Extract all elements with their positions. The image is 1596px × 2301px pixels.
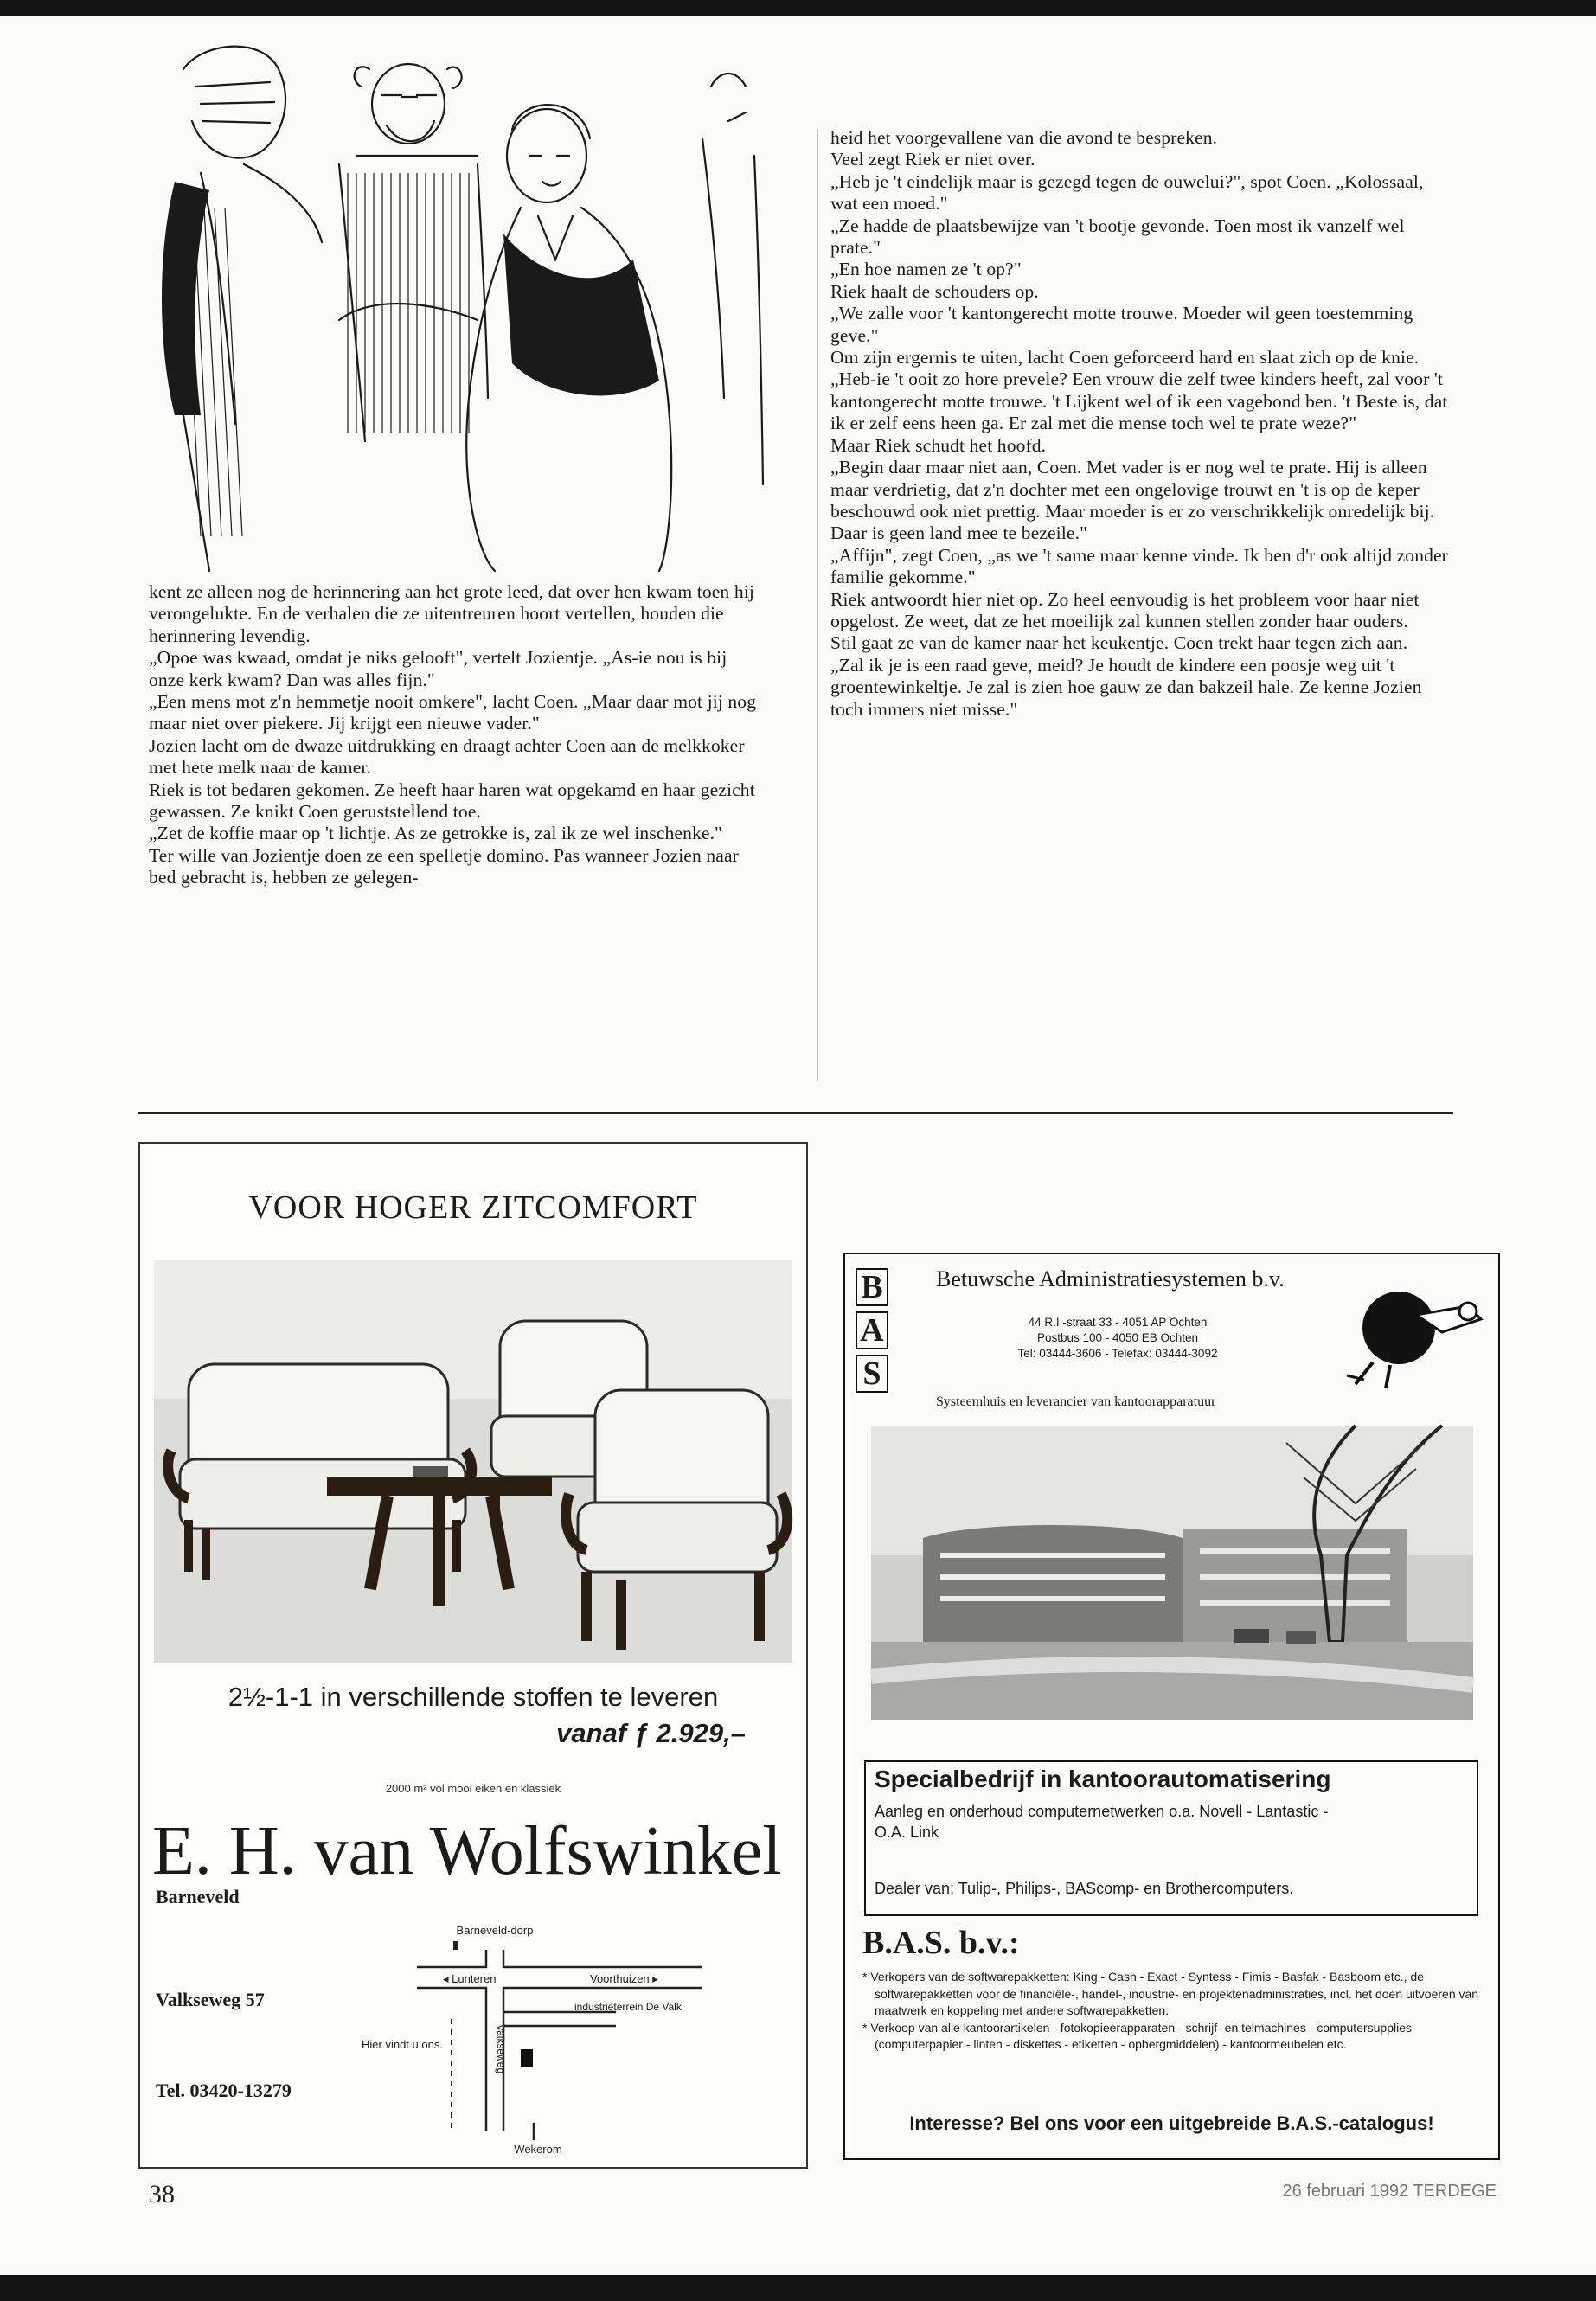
paragraph: „Opoe was kwaad, omdat je niks gelooft", vertelt Jozientje. „As-ie nou is bij onze kerk kwam? Dan was alles fijn." [149,647,727,690]
map-label-left: ◂ Lunteren [443,1972,497,1985]
map-label-bottom: Wekerom [514,2143,562,2156]
paragraph: Veel zegt Riek er niet over. [830,149,1035,170]
showroom-note: 2000 m² vol mooi eiken en klassiek [385,1782,561,1795]
paragraph: Ter wille van Jozientje doen ze een spelletje domino. Pas wanneer Jozien naar bed gebracht is, hebben ze gelegen- [149,844,739,888]
service-bullet: * Verkopers van de softwarepakketten: King - Cash - Exact - Syntess - Fimis - Basfak - Basboom etc., de softwarepakketten voor de financiële-, handel-, industrie- en projektenadministraties, incl. het doen uitvoeren van maatwerk en koppeling met andere softwarepakketten. [862,1970,1479,2017]
logo-letter: A [856,1311,888,1349]
spec-line: Aanleg en onderhoud computernetwerken o.a. Novell - Lantastic - [875,1803,1329,1820]
bas-logo [856,1268,888,1398]
paragraph: Riek is tot bedaren gekomen. Ze heeft haar haren wat opgekamd en haar gezicht gewassen. Ze knikt Coen geruststellend toe. [149,779,755,823]
address-line: Postbus 100 - 4050 EB Ochten [1036,1331,1199,1344]
column-divider [817,130,818,1081]
article-column-right [830,127,1455,721]
phone-line: Tel: 03444-3606 - Telefax: 03444-3092 [1017,1347,1218,1360]
paragraph: Riek haalt de schouders op. [830,280,1039,302]
company-name: E. H. van Wolfswinkel [152,1813,782,1889]
paragraph: „Begin daar maar niet aan, Coen. Met vader is er nog wel te prate. Hij is alleen maar verdrietig, dat z'n dochter met een ongelovige trouwt en 't is op de keper beschouwd ook niet prettig. Maar moeder is er zo verschrikkelijk onredelijk bij. Daar is geen land mee te bezeile." [830,457,1435,544]
article-column-left [149,581,765,889]
bas-bv-title: B.A.S. b.v.: [862,1925,1020,1961]
paragraph: „Zal ik je is een raad geve, meid? Je houdt de kindere een poosje weg uit 't groentewinkeltje. Je zal is zien hoe gauw ze dan bakzeil hale. Ze kenne Jozien toch immers niet misse." [830,654,1422,720]
service-bullet: * Verkoop van alle kantoorartikelen - fotokopieerapparaten - schrijf- en telmachines - computersupplies (computerpapier - linten - diskettes - etiketten - opbergmiddelen) - kantoormeubelen etc. [862,2020,1413,2051]
location-map [362,1915,798,2157]
paragraph: „Heb je 't eindelijk maar is gezegd tegen de ouwelui?", spot Coen. „Kolossaal, wat een moed." [830,170,1424,215]
paragraph: „Affijn", zegt Coen, „as we 't same maar kenne vinde. Ik ben d'r ook altijd zonder familie gekomme." [830,544,1448,588]
street-address: Valkseweg 57 [156,1989,265,2010]
city-name: Barneveld [156,1886,240,1907]
address-line: 44 R.I.-straat 33 - 4051 AP Ochten [1028,1316,1208,1329]
price-text: vanaf ƒ 2.929,– [556,1718,746,1748]
bas-mascot-logo [1338,1280,1485,1393]
phone-number: Tel. 03420-13279 [156,2080,292,2101]
spec-title: Specialbedrijf in kantoorautomatisering [875,1766,1331,1792]
map-label-right: Voorthuizen ▸ [590,1972,658,1985]
paragraph: Jozien lacht om de dwaze uitdrukking en draagt achter Coen aan de melkkoker met hete melk naar de kamer. [149,734,745,779]
map-label-top: Barneveld-dorp [456,1924,534,1937]
bas-advertisement [843,1253,1500,2160]
logo-letter: B [856,1268,888,1306]
specialism-box [864,1760,1478,1916]
paragraph: „Heb-ie 't ooit zo hore prevele? Een vrouw die zelf twee kinders heeft, zal voor 't kantongerecht motte trouwe. 't Lijkent wel of ik een vagebond ben. 't Beste is, dat ik er zelf eens heen ga. Er zal met die mense toch wel te prate weze?" [830,369,1448,434]
bas-tagline: Systeemhuis en leverancier van kantoorapparatuur [936,1394,1216,1409]
map-label-road: Valkseweg [495,2024,507,2074]
section-rule [138,1112,1453,1114]
paragraph: „En hoe namen ze 't op?" [830,259,1022,280]
paragraph: Om zijn ergernis te uiten, lacht Coen geforceerd hard en slaat zich op de knie. [830,347,1420,369]
furniture-photo [154,1260,792,1663]
paragraph: heid het voorgevallene van die avond te bespreken. [830,127,1218,148]
page-number: 38 [149,2180,175,2208]
bas-services [862,1969,1481,2054]
top-border [0,0,1596,16]
paragraph: „We zalle voor 't kantongerecht motte trouwe. Moeder wil geen toestemming geve." [830,303,1413,346]
bottom-border [0,2275,1596,2301]
logo-letter: S [856,1355,888,1393]
office-building-photo [871,1426,1473,1720]
catalogue-call-to-action: Interesse? Bel ons voor een uitgebreide B.A.S.-catalogus! [909,2112,1434,2134]
paragraph: kent ze alleen nog de herinnering aan het grote leed, dat over hen kwam toen hij verongelukte. En de verhalen die ze uitentreuren hoort vertellen, houden die herinnering levendig. [149,581,754,646]
paragraph: Riek antwoordt hier niet op. Zo heel eenvoudig is het probleem voor haar niet opgelost. Ze weet, dat ze het moeilijk zal kunnen stellen zonder haar ouders. [830,588,1420,631]
offer-text: 2½-1-1 in verschillende stoffen te leveren [228,1682,719,1712]
footer-date: 26 februari 1992 TERDEGE [1282,2182,1497,2201]
map-label-here: Hier vindt u ons. [362,2038,443,2051]
paragraph: „Een mens mot z'n hemmetje nooit omkere", lacht Coen. „Maar daar mot jij nog maar niet over piekere. Jij krijgt een nieuwe vader." [149,691,757,734]
bas-address [936,1315,1299,1362]
paragraph: Stil gaat ze van de kamer naar het keukentje. Coen trekt haar tegen zich aan. [830,632,1408,654]
paragraph: „Zet de koffie maar op 't lichtje. As ze getrokke is, zal ik ze wel inschenke." [149,823,722,844]
map-label-industry: industrieterrein De Valk [574,2001,682,2013]
furniture-advertisement [138,1142,808,2169]
ad-heading: VOOR HOGER ZITCOMFORT [248,1189,698,1226]
spec-line: O.A. Link [875,1823,939,1841]
dealer-line: Dealer van: Tulip-, Philips-, BAScomp- en Brothercomputers. [875,1880,1294,1897]
paragraph: Maar Riek schudt het hoofd. [830,434,1047,456]
story-illustration [149,35,798,571]
paragraph: „Ze hadde de plaatsbewijze van 't bootje gevonde. Toen most ik vanzelf wel prate." [830,215,1405,259]
bas-company-name: Betuwsche Administratiesystemen b.v. [936,1266,1285,1292]
